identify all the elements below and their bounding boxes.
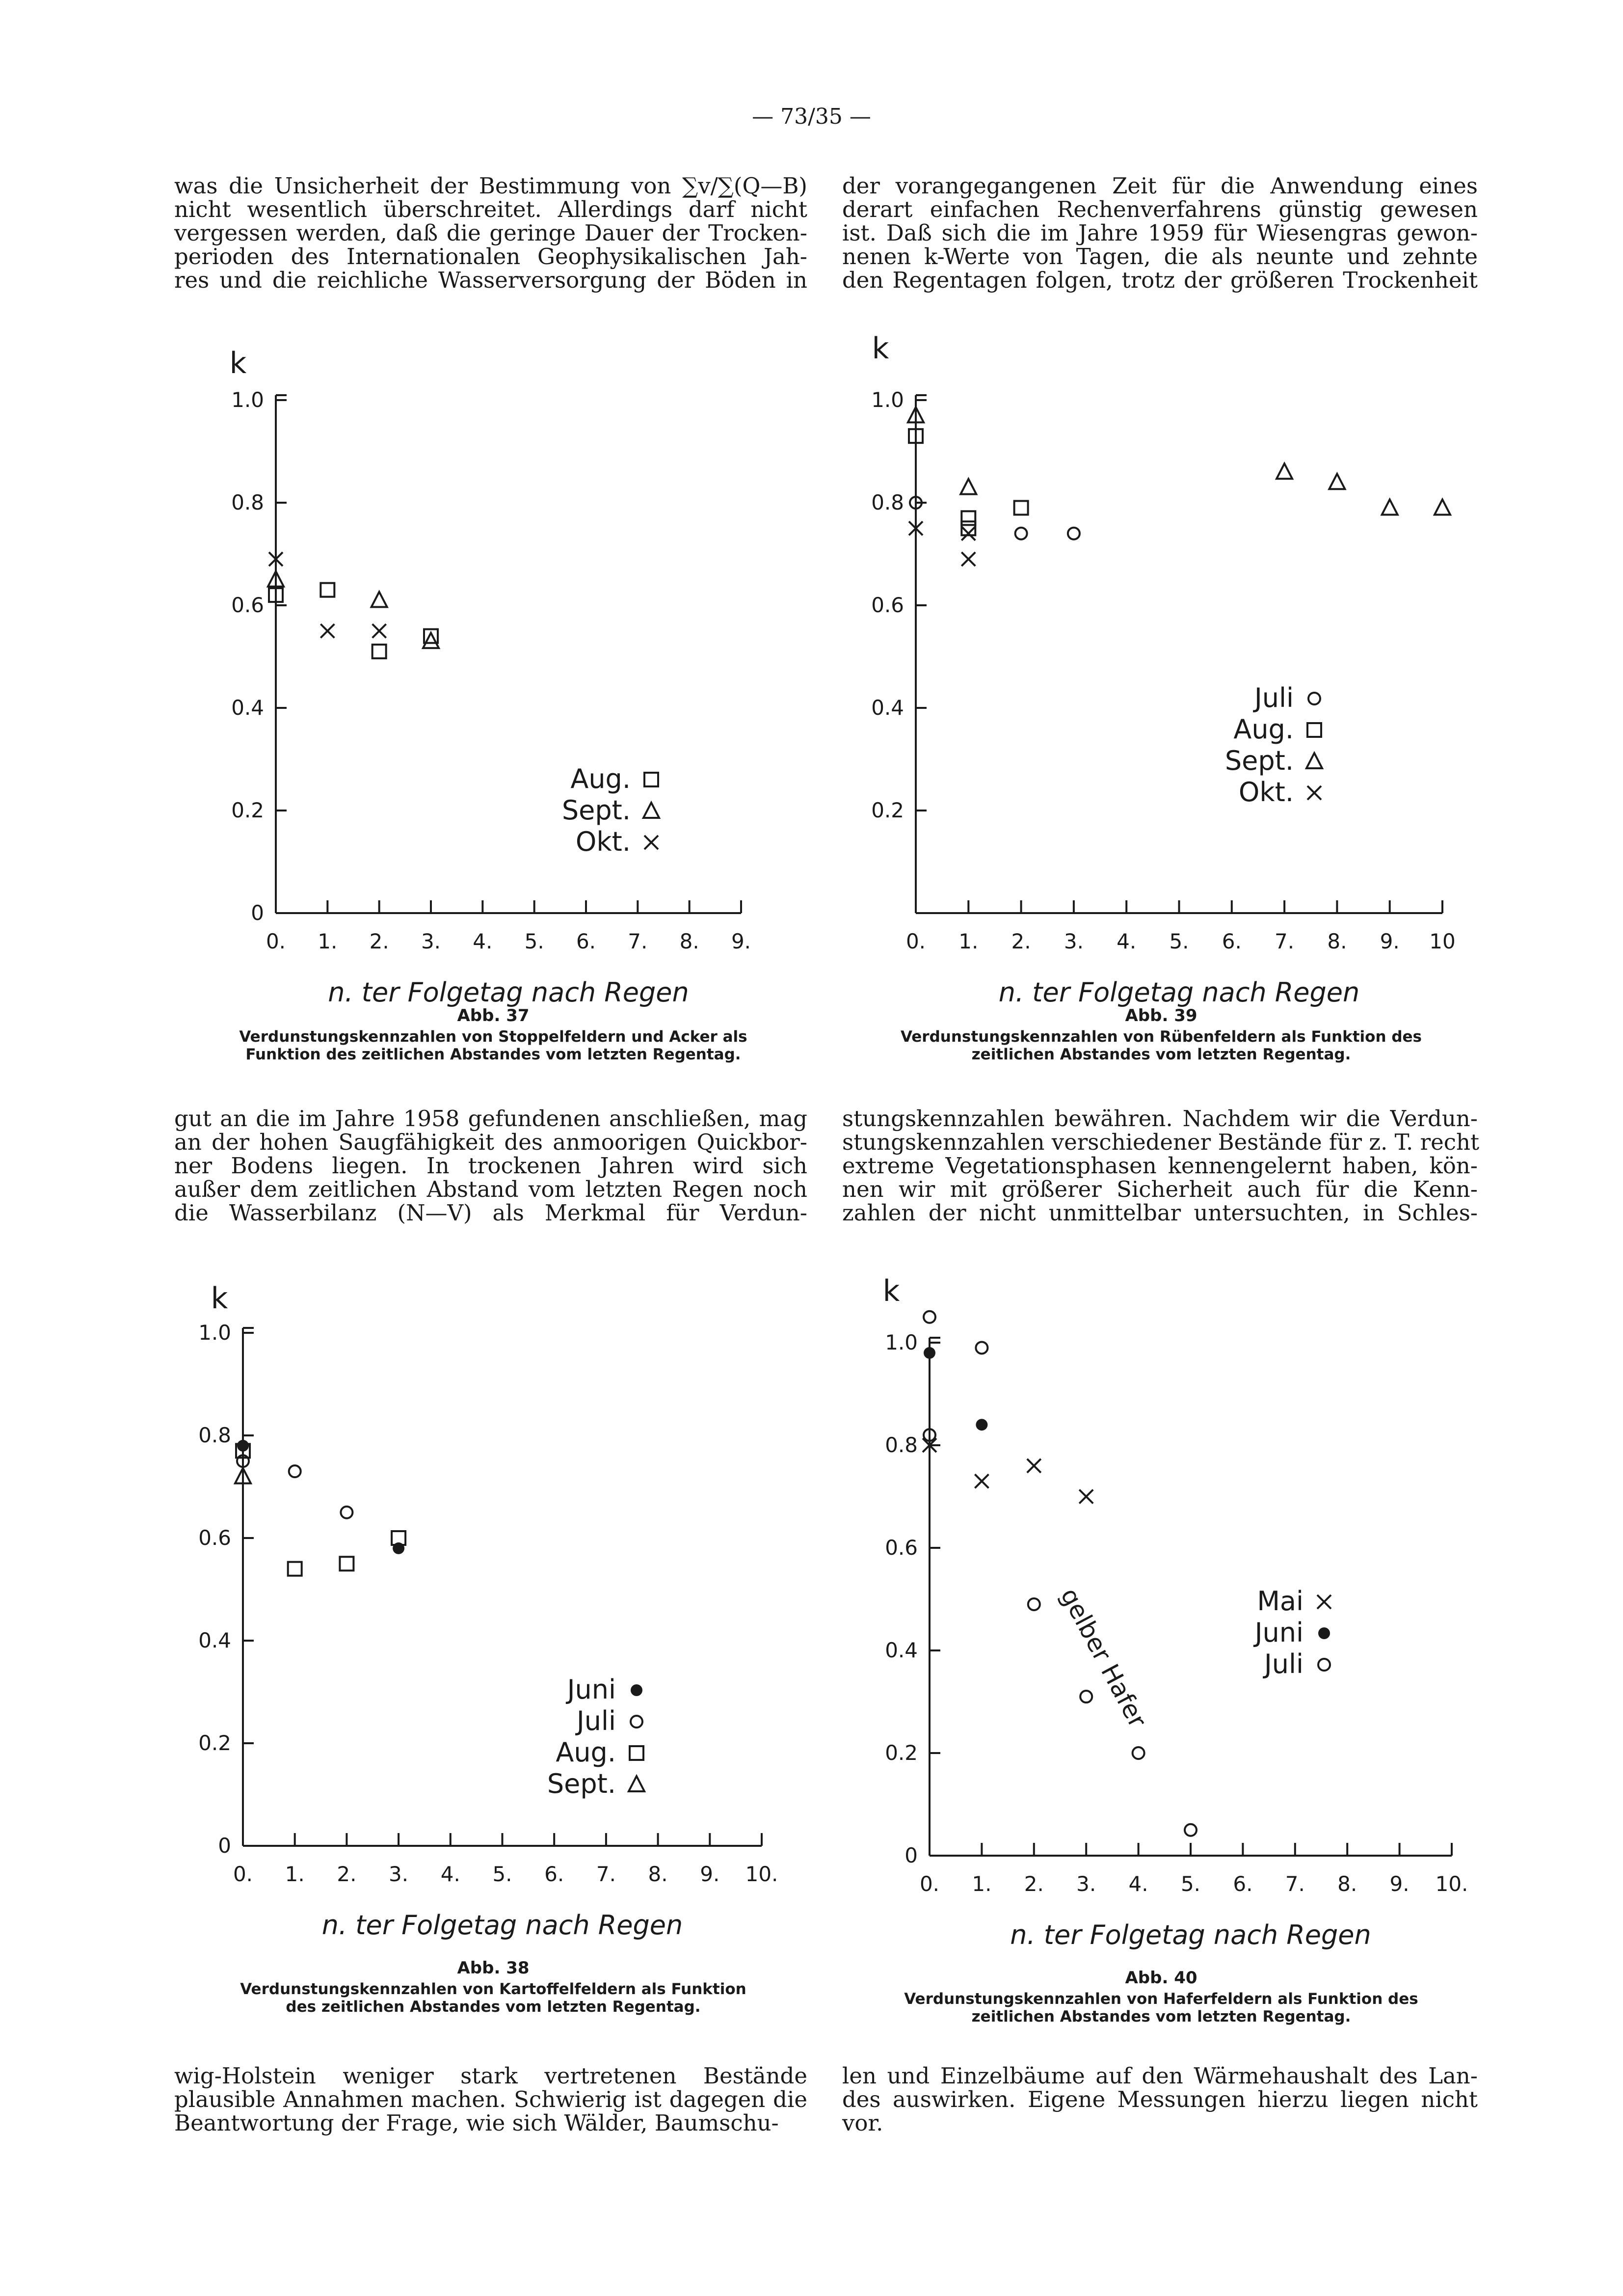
data-point — [975, 1474, 988, 1488]
y-axis-label: k — [229, 346, 247, 380]
chart-abb37 — [174, 334, 812, 1063]
text-line: die Wasserbilanz (N—V) als Merkmal für Verdun- — [174, 1200, 807, 1226]
figure-caption: Verdunstungskennzahlen von Rübenfeldern als Funktion des — [900, 1028, 1422, 1046]
y-tick-label: 0.6 — [198, 1526, 231, 1550]
legend-marker — [631, 1716, 642, 1728]
legend-label: Sept. — [547, 1768, 616, 1799]
y-tick-label: 0.2 — [198, 1731, 231, 1755]
legend-marker — [644, 836, 658, 849]
x-tick-label: 8. — [1327, 929, 1347, 953]
data-point — [372, 592, 387, 607]
data-point — [1028, 1598, 1040, 1610]
text-line: zahlen der nicht unmittelbar untersuchten, in Schles- — [842, 1200, 1478, 1226]
x-tick-label: 10 — [1429, 929, 1456, 953]
x-tick-label: 2. — [369, 929, 389, 953]
figure-label: Abb. 39 — [1125, 1006, 1197, 1026]
data-point — [341, 1507, 352, 1518]
y-tick-label: 0.6 — [871, 593, 904, 617]
y-tick-label: 0.2 — [231, 798, 264, 822]
x-tick-label: 0. — [919, 1872, 940, 1896]
figure-caption: zeitlichen Abstandes vom letzten Regentag. — [971, 2008, 1351, 2026]
text-line: nenen k-Werte von Tagen, die als neunte und zehnte — [842, 243, 1478, 270]
x-axis-label: n. ter Folgetag nach Regen — [321, 1910, 683, 1941]
data-point — [924, 1347, 935, 1359]
y-tick-label: 0.2 — [871, 798, 904, 822]
legend-label: Aug. — [556, 1737, 616, 1768]
x-tick-label: 3. — [389, 1862, 409, 1886]
x-tick-label: 4. — [1117, 929, 1137, 953]
text-line: der vorangegangenen Zeit für die Anwendung eines — [842, 173, 1478, 199]
text-line: außer dem zeitlichen Abstand vom letzten Regen noch — [174, 1176, 807, 1202]
figure-caption: des zeitlichen Abstandes vom letzten Regentag. — [286, 1998, 701, 2016]
x-tick-label: 1. — [958, 929, 979, 953]
data-point — [961, 511, 975, 525]
data-point — [372, 645, 386, 658]
y-tick-label: 1.0 — [198, 1321, 231, 1345]
y-tick-label: 1.0 — [885, 1330, 918, 1354]
legend-label: Aug. — [570, 763, 631, 794]
legend-marker — [630, 1746, 643, 1760]
y-tick-label: 0 — [218, 1834, 231, 1858]
text-left-bottom — [174, 2064, 807, 2135]
x-tick-label: 0. — [905, 929, 926, 953]
text-line: Beantwortung der Frage, wie sich Wälder, Baumschu- — [174, 2110, 779, 2136]
legend-label: Juli — [1254, 682, 1294, 713]
text-line: derart einfachen Rechenverfahrens günstig gewesen — [842, 196, 1478, 222]
x-tick-label: 10. — [745, 1862, 778, 1886]
data-point — [1435, 499, 1450, 514]
data-point — [924, 1311, 935, 1323]
data-point — [961, 552, 975, 566]
figure-caption: Verdunstungskennzahlen von Stoppelfeldern und Acker als — [239, 1028, 747, 1046]
y-tick-label: 1.0 — [871, 388, 904, 412]
x-tick-label: 5. — [524, 929, 544, 953]
x-tick-label: 7. — [1275, 929, 1295, 953]
y-tick-label: 0 — [905, 1843, 918, 1867]
data-point — [340, 1557, 353, 1570]
x-tick-label: 9. — [1389, 1872, 1410, 1896]
data-point — [976, 1419, 987, 1431]
x-tick-label: 7. — [1285, 1872, 1305, 1896]
x-tick-label: 8. — [1337, 1872, 1357, 1896]
y-tick-label: 0.2 — [885, 1741, 918, 1765]
x-tick-label: 1. — [318, 929, 338, 953]
x-tick-label: 3. — [1076, 1872, 1096, 1896]
x-tick-label: 1. — [972, 1872, 992, 1896]
legend-marker — [1306, 753, 1322, 768]
y-axis-label: k — [882, 1274, 900, 1308]
legend-marker — [643, 803, 659, 818]
text-line: wig-Holstein weniger stark vertretenen Bestände — [174, 2063, 807, 2089]
legend-marker — [1308, 693, 1320, 704]
y-axis-label: k — [211, 1281, 228, 1316]
y-tick-label: 0.4 — [871, 696, 904, 720]
x-tick-label: 3. — [1064, 929, 1084, 953]
data-point — [1329, 474, 1345, 489]
chart-abb39 — [842, 331, 1480, 1063]
chart-abb38 — [174, 1267, 812, 2032]
text-line: extreme Vegetationsphasen kennengelernt haben, kön- — [842, 1153, 1478, 1179]
x-tick-label: 9. — [1380, 929, 1400, 953]
x-tick-label: 0. — [266, 929, 286, 953]
data-point — [1185, 1824, 1197, 1836]
text-line: res und die reichliche Wasserversorgung der Böden in — [174, 267, 807, 293]
x-tick-label: 6. — [1222, 929, 1242, 953]
text-line: nicht wesentlich überschreitet. Allerdings darf nicht — [174, 196, 807, 222]
text-line: vor. — [842, 2110, 883, 2136]
data-point — [289, 1465, 301, 1477]
legend-marker — [1318, 1659, 1330, 1671]
x-tick-label: 5. — [492, 1862, 512, 1886]
figure-label: Abb. 40 — [1125, 1968, 1197, 1988]
x-tick-label: 1. — [285, 1862, 305, 1886]
data-point — [1015, 528, 1027, 540]
text-line: vergessen werden, daß die geringe Dauer der Trocken- — [174, 220, 807, 246]
data-point — [237, 1440, 249, 1452]
legend-marker — [1307, 723, 1321, 737]
y-tick-label: 1.0 — [231, 388, 264, 412]
figure-caption: zeitlichen Abstandes vom letzten Regentag. — [971, 1046, 1351, 1063]
x-tick-label: 6. — [576, 929, 596, 953]
x-tick-label: 4. — [473, 929, 493, 953]
legend-label: Aug. — [1233, 714, 1294, 745]
text-line: perioden des Internationalen Geophysikalischen Jah- — [174, 243, 807, 270]
text-line: an der hohen Saugfähigkeit des anmoorigen Quickbor- — [174, 1129, 807, 1155]
data-point — [288, 1562, 302, 1576]
x-tick-label: 8. — [679, 929, 699, 953]
x-tick-label: 2. — [1024, 1872, 1044, 1896]
y-tick-label: 0.4 — [231, 696, 264, 720]
x-tick-label: 9. — [731, 929, 751, 953]
figure-label: Abb. 38 — [457, 1958, 530, 1978]
legend-label: Juni — [567, 1674, 616, 1705]
figure-caption: Funktion des zeitlichen Abstandes vom letzten Regentag. — [245, 1046, 741, 1063]
x-axis-label: n. ter Folgetag nach Regen — [1010, 1919, 1371, 1950]
legend-label: Juli — [1264, 1648, 1304, 1679]
figure-caption: Verdunstungskennzahlen von Kartoffelfeldern als Funktion — [240, 1980, 746, 1998]
x-tick-label: 2. — [337, 1862, 357, 1886]
legend-label: Okt. — [575, 826, 631, 857]
y-tick-label: 0 — [251, 901, 264, 925]
legend-label: Sept. — [1224, 745, 1294, 776]
data-point — [1079, 1490, 1093, 1504]
legend-marker — [1307, 786, 1321, 800]
data-point — [1382, 499, 1398, 514]
text-line: gut an die im Jahre 1958 gefundenen anschließen, mag — [174, 1106, 807, 1132]
data-point — [423, 633, 439, 648]
data-point — [1068, 528, 1080, 540]
figure-caption: Verdunstungskennzahlen von Haferfeldern als Funktion des — [904, 1990, 1418, 2008]
data-point — [320, 583, 334, 597]
legend-label: Sept. — [561, 795, 631, 826]
legend-label: Mai — [1257, 1586, 1304, 1617]
x-axis-label: n. ter Folgetag nach Regen — [998, 977, 1360, 1008]
text-right-mid — [842, 1107, 1478, 1225]
legend-marker — [1318, 1627, 1330, 1639]
annotation: gelber Hafer — [1055, 1583, 1152, 1732]
x-tick-label: 7. — [628, 929, 648, 953]
data-point — [1080, 1691, 1092, 1702]
text-line: plausible Annahmen machen. Schwierig ist dagegen die — [174, 2086, 807, 2112]
x-tick-label: 3. — [421, 929, 441, 953]
legend-marker — [629, 1776, 644, 1791]
data-point — [1277, 463, 1292, 479]
x-tick-label: 9. — [700, 1862, 720, 1886]
text-line: stungskennzahlen bewähren. Nachdem wir die Verdun- — [842, 1106, 1478, 1132]
data-point — [960, 479, 976, 494]
figure-label: Abb. 37 — [457, 1006, 530, 1026]
text-right-top — [842, 174, 1478, 292]
x-tick-label: 6. — [544, 1862, 564, 1886]
text-left-top — [174, 174, 807, 292]
chart-abb40 — [842, 1267, 1480, 2032]
text-line: ist. Daß sich die im Jahre 1959 für Wiesengras gewon- — [842, 220, 1478, 246]
text-line: ner Bodens liegen. In trockenen Jahren wird sich — [174, 1153, 807, 1179]
text-line: stungskennzahlen verschiedener Bestände für z. T. recht — [842, 1129, 1480, 1155]
y-tick-label: 0.8 — [885, 1433, 918, 1457]
y-tick-label: 0.8 — [198, 1423, 231, 1447]
x-tick-label: 5. — [1169, 929, 1189, 953]
text-line: den Regentagen folgen, trotz der größeren Trockenheit — [842, 267, 1478, 293]
x-tick-label: 10. — [1435, 1872, 1468, 1896]
data-point — [1014, 501, 1028, 514]
legend-label: Juli — [576, 1705, 616, 1736]
legend-marker — [631, 1684, 642, 1696]
data-point — [372, 624, 386, 638]
y-tick-label: 0.6 — [231, 593, 264, 617]
data-point — [1133, 1747, 1144, 1759]
text-line: des auswirken. Eigene Messungen hierzu liegen nicht — [842, 2086, 1478, 2112]
x-tick-label: 4. — [1128, 1872, 1148, 1896]
legend-label: Okt. — [1238, 777, 1294, 808]
text-left-mid — [174, 1107, 807, 1225]
y-tick-label: 0.4 — [198, 1628, 231, 1652]
legend-marker — [1317, 1595, 1331, 1609]
x-tick-label: 6. — [1233, 1872, 1253, 1896]
x-tick-label: 5. — [1180, 1872, 1201, 1896]
page-number: — 73/35 — — [752, 104, 871, 129]
y-axis-label: k — [872, 331, 889, 366]
data-point — [961, 527, 975, 540]
y-tick-label: 0.4 — [885, 1638, 918, 1662]
text-line: len und Einzelbäume auf den Wärmehaushalt des Lan- — [842, 2063, 1478, 2089]
text-line: nen wir mit größerer Sicherheit auch für die Kenn- — [842, 1176, 1478, 1202]
x-tick-label: 8. — [648, 1862, 668, 1886]
x-tick-label: 7. — [596, 1862, 616, 1886]
x-tick-label: 0. — [233, 1862, 253, 1886]
data-point — [320, 624, 334, 638]
text-line: was die Unsicherheit der Bestimmung von ∑v/∑(Q—B) — [174, 173, 807, 199]
x-tick-label: 2. — [1011, 929, 1031, 953]
data-point — [976, 1342, 987, 1353]
legend-label: Juni — [1254, 1617, 1304, 1648]
y-tick-label: 0.8 — [871, 490, 904, 514]
x-tick-label: 4. — [440, 1862, 460, 1886]
data-point — [1027, 1459, 1041, 1473]
text-right-bottom — [842, 2064, 1478, 2135]
legend-marker — [644, 773, 658, 786]
y-tick-label: 0.6 — [885, 1536, 918, 1560]
x-axis-label: n. ter Folgetag nach Regen — [328, 977, 689, 1008]
y-tick-label: 0.8 — [231, 490, 264, 514]
